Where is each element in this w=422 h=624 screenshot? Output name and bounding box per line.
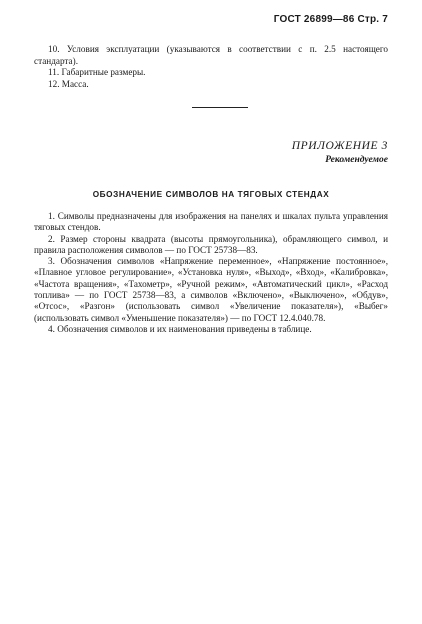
section-body — [34, 211, 388, 335]
paragraph-3: 3. Обозначения символов «Напряжение переменное», «Напряжение постоянное», «Плавное угловое регулирование», «Установка нуля», «Выход», «Вход», «Калибровка», «Частота вращения», «Тахометр», «Ручной режим», «Автоматический цикл», «Расход топлива» — по ГОСТ 25738—83, а символов «Включено», «Выключено», «Обдув», «Отсос», «Разгон» (использовать символ «Увеличение показателя»), «Выбег» (использовать символ «Уменьшение показателя») — по ГОСТ 12.4.040.78. — [34, 256, 388, 323]
section-divider — [192, 107, 248, 108]
characteristics-list — [34, 44, 388, 90]
section-title: ОБОЗНАЧЕНИЕ СИМВОЛОВ НА ТЯГОВЫХ СТЕНДАХ — [92, 190, 330, 199]
paragraph-4: 4. Обозначения символов и их наименования приведены в таблице. — [48, 323, 312, 334]
page-header — [274, 14, 388, 25]
page-number: Стр. 7 — [357, 14, 388, 25]
appendix-label: ПРИЛОЖЕНИЕ 3 — [291, 140, 388, 152]
appendix-status: Рекомендуемое — [325, 155, 388, 165]
appendix-heading — [292, 140, 388, 165]
list-item-12: 12. Масса. — [48, 78, 89, 89]
paragraph-1: 1. Символы предназначены для изображения на панелях и шкалах пульта управления тяговых стендов. — [34, 211, 388, 233]
paragraph-2: 2. Размер стороны квадрата (высоты прямоугольника), обрамляющего символ, и правила расположения символов — по ГОСТ 25738—83. — [34, 233, 388, 255]
list-item-11: 11. Габаритные размеры. — [48, 67, 146, 77]
standard-number: ГОСТ 26899—86 — [273, 14, 355, 25]
list-item-10: 10. Условия эксплуатации (указываются в соответствии с п. 2.5 настоящего стандарта). — [34, 44, 388, 66]
